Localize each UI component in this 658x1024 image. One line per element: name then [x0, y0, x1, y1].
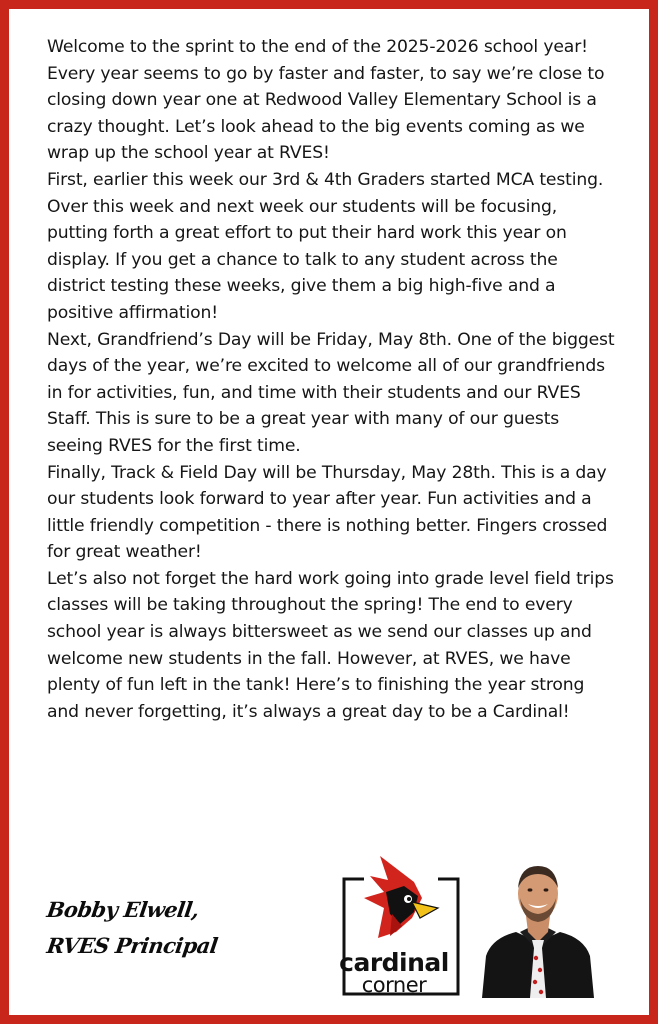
cardinal-corner-logo — [334, 852, 462, 998]
signature-title: RVES Principal — [45, 933, 220, 958]
logo-text-corner: corner — [361, 973, 427, 997]
cardinal-bird-icon — [364, 856, 438, 938]
signature-block — [47, 892, 277, 964]
letter-paragraph-closing: Let’s also not forget the hard work going into grade level field trips classes will be taking throughout the spring! The end to every school year is always bittersweet as we send our classes up and welcome new students in the fall. However, at RVES, we have plenty of fun left in the tank! Here’s to finishing the year strong and never forgetting, it’s always a great day to be a Cardinal! — [47, 568, 614, 722]
letter-paragraph-track-field-day: Finally, Track & Field Day will be Thursday, May 28th. This is a day our students look forward to year after year. Fun activities and a little friendly competition - there is nothing better. Fingers crossed for great weather! — [47, 462, 608, 563]
principal-letter — [47, 34, 619, 725]
principal-photo — [482, 858, 594, 998]
logo-text-cardinal: cardinal — [339, 948, 449, 977]
signature-name: Bobby Elwell, — [45, 897, 201, 922]
letter-paragraph-intro: Welcome to the sprint to the end of the 2025-2026 school year! Every year seems to go by faster and faster, to say we’re close to closing down year one at Redwood Valley Elementary School is a crazy thought. Let’s look ahead to the big events coming as we wrap up the school year at RVES! — [47, 37, 605, 164]
letter-paragraph-grandfriends-day: Next, Grandfriend’s Day will be Friday, May 8th. One of the biggest days of the year, we’re excited to welcome all of our grandfriends in for activities, fun, and time with their students and our RVES Staff. This is sure to be a great year with many of our guests seeing RVES for the first time. — [47, 329, 615, 456]
letter-paragraph-mca-testing: First, earlier this week our 3rd & 4th Graders started MCA testing. Over this week and next week our students will be focusing, putting forth a great effort to put their hard work this year on display. If you get a chance to talk to any student across the district testing these weeks, give them a big high-five and a positive affirmation! — [47, 169, 604, 323]
